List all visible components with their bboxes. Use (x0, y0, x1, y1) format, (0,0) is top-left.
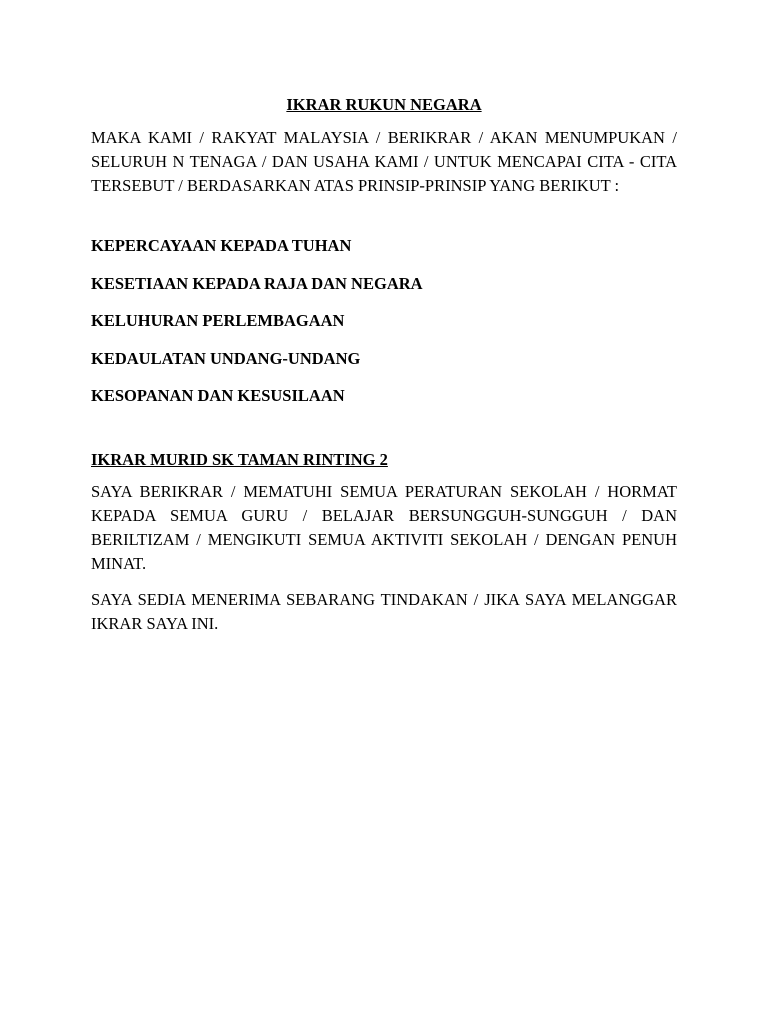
principle-item: KEPERCAYAAN KEPADA TUHAN (91, 236, 352, 255)
principle-item: KESOPANAN DAN KESUSILAAN (91, 386, 345, 405)
intro-paragraph: MAKA KAMI / RAKYAT MALAYSIA / BERIKRAR / AKAN MENUMPUKAN / SELURUH N TENAGA / DAN USAHA KAMI / UNTUK MENCAPAI CITA - CITA TERSEBUT / BERDASARKAN ATAS PRINSIP-PRINSIP YANG BERIKUT : (91, 128, 677, 195)
title-ikrar-murid: IKRAR MURID SK TAMAN RINTING 2 (91, 450, 388, 469)
principle-item: KELUHURAN PERLEMBAGAAN (91, 311, 345, 330)
principle-item: KESETIAAN KEPADA RAJA DAN NEGARA (91, 273, 423, 293)
principles-list (91, 234, 677, 408)
pledge-paragraph-1: SAYA BERIKRAR / MEMATUHI SEMUA PERATURAN SEKOLAH / HORMAT KEPADA SEMUA GURU / BELAJAR BERSUNGGUH-SUNGGUH / DAN BERILTIZAM / MENGIKUTI SEMUA AKTIVITI SEKOLAH / DENGAN PENUH MINAT. (91, 482, 677, 573)
principle-item: KEDAULATAN UNDANG-UNDANG (91, 348, 361, 368)
title-ikrar-rukun-negara: IKRAR RUKUN NEGARA (286, 95, 482, 114)
pledge-paragraph-2: SAYA SEDIA MENERIMA SEBARANG TINDAKAN / JIKA SAYA MELANGGAR IKRAR SAYA INI. (91, 590, 677, 633)
document-body (91, 93, 677, 636)
